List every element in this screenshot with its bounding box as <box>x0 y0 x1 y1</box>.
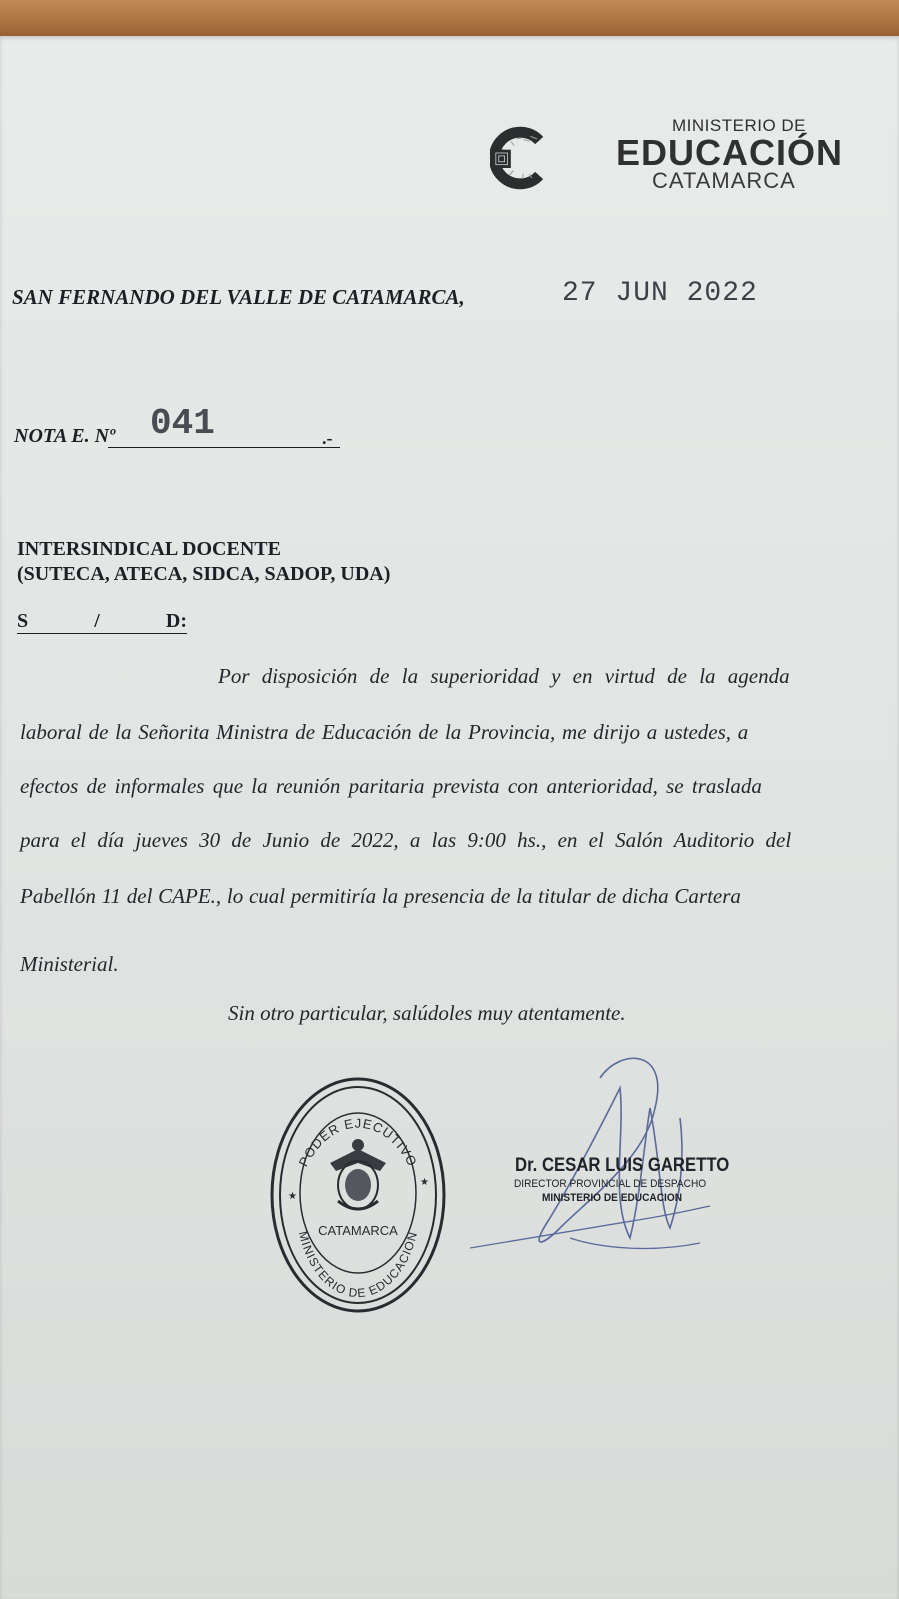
body-line-4: para el día jueves 30 de Junio de 2022, a las 9:00 hs., en el Salón Auditorio del <box>20 828 792 852</box>
signatory-ministry: MINISTERIO DE EDUCACION <box>542 1192 683 1204</box>
signatory-name: Dr. CESAR LUIS GARETTO <box>515 1155 730 1176</box>
body-line-5: Pabellón 11 del CAPE., lo cual permitiría la presencia de la titular de dicha Cartera <box>20 884 741 908</box>
body-line-3: efectos de informales que la reunión paritaria prevista con anterioridad, se traslada <box>20 774 762 798</box>
body-line-1-text: Por disposición de la superioridad y en virtud de la agenda <box>218 664 790 688</box>
body-line-2: laboral de la Señorita Ministra de Educación de la Provincia, me dirijo a ustedes, a <box>20 720 749 744</box>
seal-center-text: CATAMARCA <box>318 1223 398 1238</box>
addressee-line-1: INTERSINDICAL DOCENTE <box>17 538 281 560</box>
seal-top-text: PODER EJECUTIVO <box>295 1115 421 1170</box>
nota-underline <box>108 447 340 448</box>
addressee-line-2: (SUTECA, ATECA, SIDCA, SADOP, UDA) <box>17 563 391 585</box>
sd-line <box>17 610 187 634</box>
logo-text-ministerio: MINISTERIO DE <box>672 116 807 135</box>
nota-suffix: .- <box>322 428 333 448</box>
logo-text-educacion: EDUCACIÓN <box>616 132 844 173</box>
svg-text:★: ★ <box>288 1191 297 1202</box>
signatory-title: DIRECTOR PROVINCIAL DE DESPACHO <box>514 1178 707 1190</box>
closing-line: Sin otro particular, salúdoles muy atentamente. <box>228 1001 626 1025</box>
coat-of-arms-icon <box>330 1139 386 1209</box>
handwritten-signature <box>470 1048 730 1258</box>
svg-text:MINISTERIO DE EDUCACION <box>296 1230 420 1301</box>
nota-label: NOTA E. Nº <box>14 425 116 447</box>
sd-d: D: <box>165 610 187 632</box>
sd-s: S <box>17 610 29 632</box>
paper-sheet <box>0 36 899 1599</box>
logo-text-catamarca: CATAMARCA <box>652 168 796 193</box>
svg-text:★: ★ <box>420 1177 429 1188</box>
date-stamp: 27 JUN 2022 <box>562 278 758 309</box>
nota-number-stamp: 041 <box>150 403 215 444</box>
sd-slash: / <box>94 610 100 632</box>
place-line: SAN FERNANDO DEL VALLE DE CATAMARCA, <box>12 285 465 309</box>
seal-bottom-text: MINISTERIO DE EDUCACION <box>295 1229 421 1301</box>
body-line-1 <box>218 664 850 689</box>
body-line-6: Ministerial. <box>20 952 119 976</box>
official-seal-stamp <box>268 1075 448 1315</box>
